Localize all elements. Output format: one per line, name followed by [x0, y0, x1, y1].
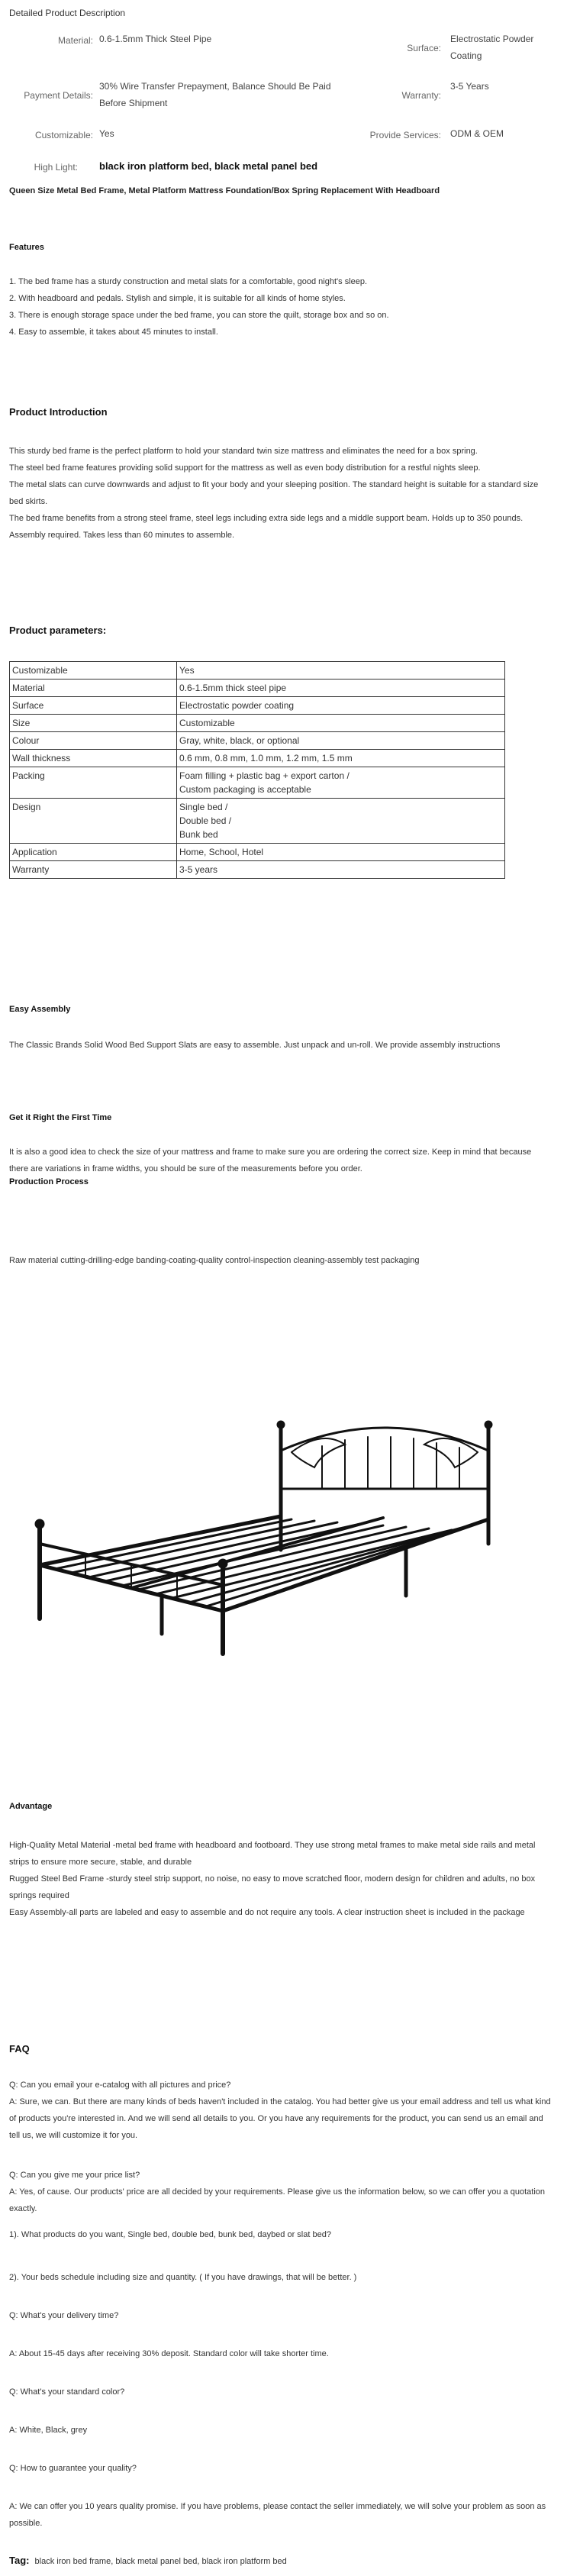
easy-text: The Classic Brands Solid Wood Bed Support Slats are easy to assemble. Just unpack and un-roll. We provide assembly instructions [9, 1041, 501, 1050]
params-cell-value: Home, School, Hotel [177, 844, 505, 861]
params-heading: Product parameters: [9, 625, 107, 636]
intro-line: The bed frame benefits from a strong steel frame, steel legs including extra side legs and a middle support beam. Holds up to 350 pounds. [9, 514, 524, 523]
params-cell-value: Electrostatic powder coating [177, 697, 505, 715]
easy-heading: Easy Assembly [9, 1005, 71, 1014]
features-list [9, 273, 553, 341]
faq-item-schedule: 2). Your beds schedule including size and quantity. ( If you have drawings, that will be better. ) [9, 2273, 357, 2282]
spec-value-material: 0.6-1.5mm Thick Steel Pipe [99, 34, 212, 44]
params-row [10, 680, 505, 697]
faq-a-price: A: Yes, of cause. Our products' price are all decided by your requirements. Please give us the information below, so we can offer you a quotation exactly. [9, 2187, 546, 2213]
params-cell-name: Material [10, 680, 177, 697]
params-cell-name: Wall thickness [10, 750, 177, 767]
advantage-heading: Advantage [9, 1802, 53, 1811]
advantage-text [9, 1837, 553, 1921]
feature-item: 3. There is enough storage space under the bed frame, you can store the quilt, storage box and so on. [9, 311, 389, 320]
intro-heading: Product Introduction [9, 406, 108, 418]
faq-q-delivery: Q: What's your delivery time? [9, 2311, 119, 2320]
params-row [10, 844, 505, 861]
params-row [10, 767, 505, 799]
spec-label-surface: Surface: [407, 43, 441, 53]
params-table [9, 661, 505, 879]
intro-line: The steel bed frame features providing solid support for the mattress as well as even body distribution for a restful nights sleep. [9, 463, 481, 473]
intro-line: Assembly required. Takes less than 60 minutes to assemble. [9, 531, 235, 540]
intro-text [9, 443, 553, 544]
params-cell-name: Packing [10, 767, 177, 799]
params-cell-value: 0.6 mm, 0.8 mm, 1.0 mm, 1.2 mm, 1.5 mm [177, 750, 505, 767]
faq-a-quality: A: We can offer you 10 years quality promise. If you have problems, please contact the seller immediately, we will solve your problem as soon as possible. [9, 2502, 546, 2528]
params-cell-value: 0.6-1.5mm thick steel pipe [177, 680, 505, 697]
process-text: Raw material cutting-drilling-edge banding-coating-quality control-inspection cleaning-assembly test packaging [9, 1256, 420, 1265]
advantage-line: High-Quality Metal Material -metal bed frame with headboard and footboard. They use strong metal frames to make metal side rails and metal strips to ensure more secure, stable, and durable [9, 1841, 536, 1867]
params-cell-name: Design [10, 799, 177, 844]
intro-line: The metal slats can curve downwards and adjust to fit your body and your sleeping position. The standard height is suitable for a standard size bed skirts. [9, 480, 539, 506]
process-heading: Production Process [9, 1177, 89, 1186]
params-cell-name: Size [10, 715, 177, 732]
faq-heading: FAQ [9, 2043, 30, 2055]
spec-label-warranty: Warranty: [401, 90, 441, 101]
feature-item: 1. The bed frame has a sturdy construction and metal slats for a comfortable, good night's sleep. [9, 277, 368, 286]
params-row [10, 861, 505, 879]
spec-label-payment: Payment Details: [24, 90, 93, 101]
params-row [10, 697, 505, 715]
tag-link[interactable]: black iron bed frame [34, 2557, 111, 2566]
params-row [10, 715, 505, 732]
faq-a-catalog: A: Sure, we can. But there are many kinds of beds haven't included in the catalog. You had better give us your email address and tell us what kind of products you're interested in. And we will send all details to you. Or you have any requirements for the product, you can send us an email and tell us, we will customize it for you. [9, 2097, 551, 2140]
detail-title: Detailed Product Description [9, 8, 126, 18]
intro-line: This sturdy bed frame is the perfect platform to hold your standard twin size mattress and eliminates the need for a box spring. [9, 447, 478, 456]
params-row [10, 662, 505, 680]
faq-a-color: A: White, Black, grey [9, 2426, 88, 2435]
params-row [10, 750, 505, 767]
params-row [10, 732, 505, 750]
advantage-line: Easy Assembly-all parts are labeled and easy to assemble and do not require any tools. A clear instruction sheet is included in the package [9, 1908, 525, 1917]
params-cell-value: 3-5 years [177, 861, 505, 879]
spec-value-surface: Electrostatic Powder Coating [450, 34, 534, 61]
features-heading: Features [9, 243, 44, 252]
faq-q-quality: Q: How to guarantee your quality? [9, 2464, 137, 2473]
advantage-line: Rugged Steel Bed Frame -sturdy steel strip support, no noise, no easy to move scratched floor, modern design for children and adults, no box springs required [9, 1874, 536, 1900]
spec-label-customizable: Customizable: [34, 130, 93, 140]
spec-value-services: ODM & OEM [450, 128, 504, 139]
feature-item: 4. Easy to assemble, it takes about 45 minutes to install. [9, 328, 218, 337]
spec-label-material: Material: [57, 35, 93, 46]
feature-item: 2. With headboard and pedals. Stylish and simple, it is suitable for all kinds of home styles. [9, 294, 346, 303]
spec-value-customizable: Yes [99, 128, 114, 139]
right-heading: Get it Right the First Time [9, 1113, 112, 1122]
params-cell-value: Single bed / Double bed / Bunk bed [177, 799, 505, 844]
params-cell-name: Colour [10, 732, 177, 750]
params-cell-name: Application [10, 844, 177, 861]
params-cell-name: Surface [10, 697, 177, 715]
spec-value-warranty: 3-5 Years [450, 81, 489, 92]
params-row [10, 799, 505, 844]
tag-link[interactable]: black metal panel bed [115, 2557, 198, 2566]
tag-link[interactable]: black iron platform bed [201, 2557, 287, 2566]
faq-q-color: Q: What's your standard color? [9, 2387, 125, 2397]
spec-label-highlight: High Light: [34, 162, 78, 173]
params-cell-name: Customizable [10, 662, 177, 680]
faq-a-delivery: A: About 15-45 days after receiving 30% deposit. Standard color will take shorter time. [9, 2349, 329, 2358]
params-cell-value: Yes [177, 662, 505, 680]
params-cell-value: Foam filling + plastic bag + export carton / Custom packaging is acceptable [177, 767, 505, 799]
bed-frame-photo [9, 1367, 553, 1657]
right-text: It is also a good idea to check the size of your mattress and frame to make sure you are ordering the correct size. Keep in mind that because there are variations in frame widths, you should be sure of the measurements before you order. [9, 1148, 532, 1173]
spec-label-services: Provide Services: [369, 130, 441, 140]
faq-q-price: Q: Can you give me your price list? [9, 2171, 140, 2180]
product-title: Queen Size Metal Bed Frame, Metal Platform Mattress Foundation/Box Spring Replacement With Headboard [9, 186, 440, 195]
params-cell-value: Gray, white, black, or optional [177, 732, 505, 750]
params-cell-name: Warranty [10, 861, 177, 879]
tag-label: Tag: [9, 2555, 30, 2566]
spec-value-highlight: black iron platform bed, black metal panel bed [99, 160, 318, 172]
faq-q-catalog: Q: Can you email your e-catalog with all pictures and price? [9, 2080, 231, 2090]
faq-item-products: 1). What products do you want, Single bed, double bed, bunk bed, daybed or slat bed? [9, 2230, 331, 2239]
spec-value-payment: 30% Wire Transfer Prepayment, Balance Should Be Paid Before Shipment [99, 81, 331, 108]
params-cell-value: Customizable [177, 715, 505, 732]
tag-row: Tag: black iron bed frame, black metal panel bed, black iron platform bed [9, 2555, 287, 2566]
